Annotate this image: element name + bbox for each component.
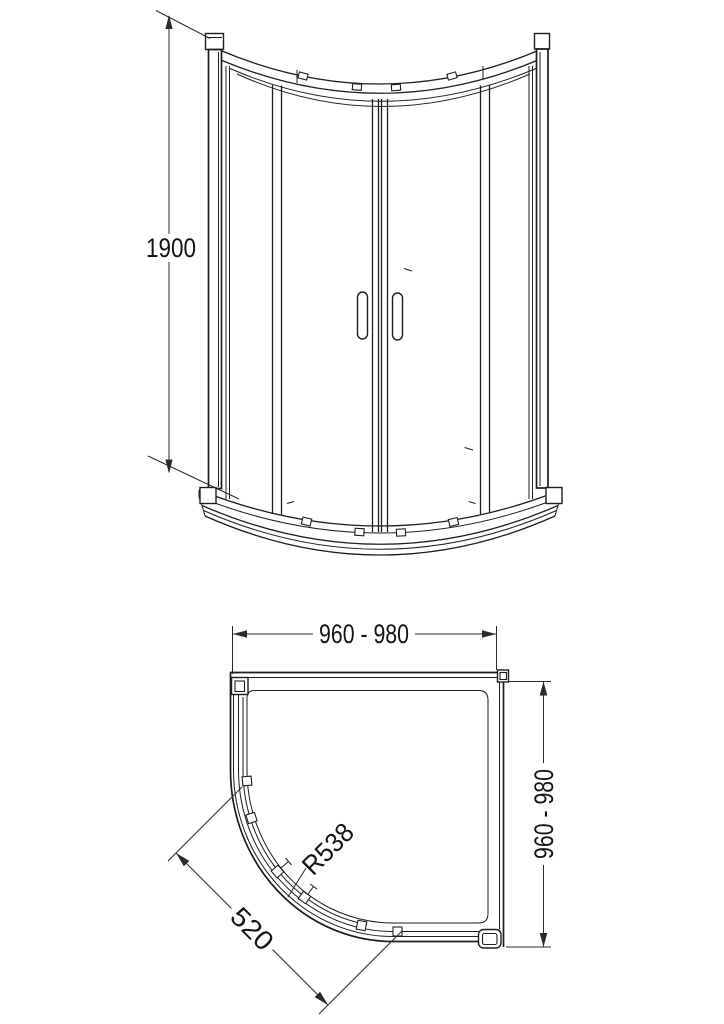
depth-dimension [506,682,559,948]
width-dimension [233,619,497,674]
front-elevation-view [143,11,562,556]
tray-inner-edge [247,691,488,924]
radius-label: R538 [296,813,364,881]
radius-callout [288,813,364,897]
plan-walls [230,673,509,948]
depth-dimension-label: 960 - 980 [529,744,559,859]
right-post-cap [535,34,550,50]
left-door-handle [358,292,368,339]
width-dimension-label: 960 - 980 [319,619,409,649]
right-door-handle [393,293,403,340]
door-opening-dimension [168,787,402,1014]
tray-right-end-block [546,488,562,504]
curved-shower-tray [199,490,561,555]
door-opening-label: 520 [224,901,278,955]
arrowhead-up [540,682,548,696]
arrowhead-down [165,460,172,474]
quadrant-glass-arcs [231,673,489,942]
sliding-door-stiles [273,85,490,532]
left-post-cap [206,34,224,50]
arrowhead-right [482,630,496,638]
height-dimension-label: 1900 [146,233,196,263]
tray-left-end-block [200,488,216,504]
bottom-right-wall-profile [479,930,502,949]
top-right-wall-corner [498,670,509,682]
left-wall-post [209,50,222,489]
height-dimension [143,11,239,500]
arrowhead-left [233,630,247,638]
top-left-wall-profile [232,678,249,695]
plan-view [168,619,559,1014]
arrowhead-up [165,15,172,29]
top-rail-rollers [298,72,457,91]
arrowhead-down [540,933,548,947]
right-wall-post [537,49,549,488]
